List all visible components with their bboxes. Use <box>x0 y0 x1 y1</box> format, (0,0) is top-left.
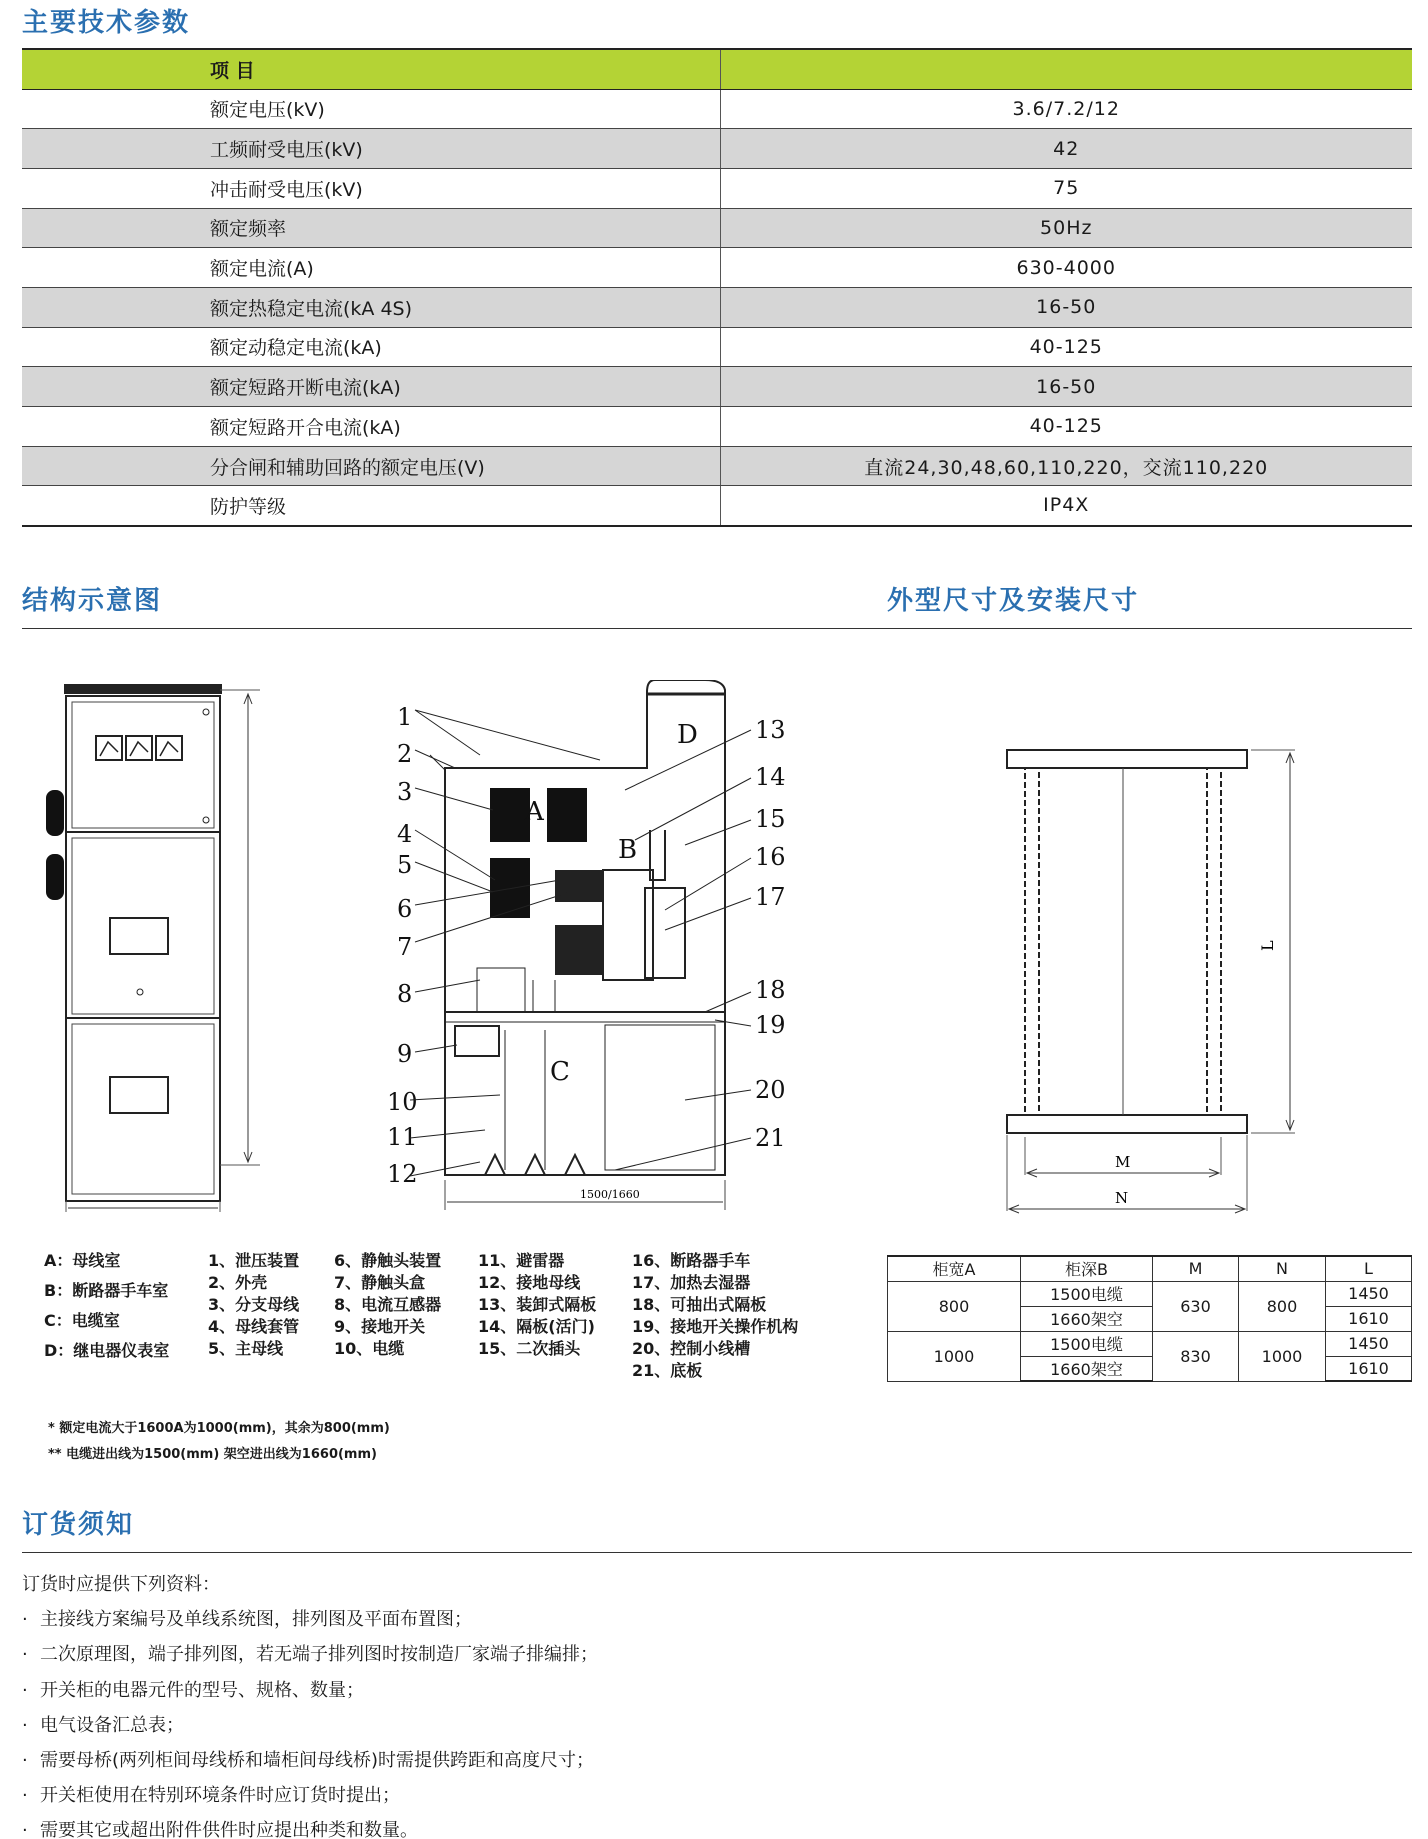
callout-3: 3 <box>397 778 413 806</box>
callout-15: 15 <box>755 805 786 833</box>
callout-9: 9 <box>397 1040 413 1068</box>
spec-table-header-value <box>720 49 1412 89</box>
dim-n-label: N <box>1115 1189 1129 1207</box>
legend-item: B：断路器手车室 <box>44 1281 169 1300</box>
depth-dimension-label: 1500/1660 <box>580 1188 640 1201</box>
dim-l: 1450 <box>1326 1331 1412 1356</box>
legend-item: 13、装卸式隔板 <box>478 1295 597 1314</box>
spec-label: 额定电流(A) <box>22 248 720 288</box>
dimensions-section-title: 外型尺寸及安装尺寸 <box>887 586 1140 616</box>
dim-header: 柜深B <box>1021 1256 1153 1281</box>
list-item-text: 二次原理图，端子排列图，若无端子排列图时按制造厂家端子排编排； <box>40 1644 598 1666</box>
list-item: · 开关柜的电器元件的型号、规格、数量； <box>22 1679 364 1701</box>
spec-label: 额定热稳定电流(kA 4S) <box>22 287 720 327</box>
list-item-text: 开关柜的电器元件的型号、规格、数量； <box>40 1679 364 1701</box>
legend-item: 6、静触头装置 <box>334 1251 442 1270</box>
callout-2: 2 <box>397 740 413 768</box>
spec-label: 分合闸和辅助回路的额定电压(V) <box>22 446 720 486</box>
dim-header: M <box>1153 1256 1239 1281</box>
legend-item: 2、外壳 <box>208 1273 268 1292</box>
callout-5: 5 <box>397 851 413 879</box>
dim-width: 800 <box>888 1281 1021 1331</box>
spec-label: 额定动稳定电流(kA) <box>22 327 720 367</box>
spec-value: 42 <box>720 129 1412 169</box>
table-row <box>22 287 1412 327</box>
legend-col-2 <box>334 1250 441 1360</box>
spec-table-header: 项 目 <box>22 49 720 89</box>
spec-value: IP4X <box>720 486 1412 526</box>
order-intro: 订货时应提供下列资料： <box>22 1574 220 1595</box>
callout-17: 17 <box>755 883 786 911</box>
dim-header: L <box>1326 1256 1412 1281</box>
dim-table-header-row <box>888 1256 1412 1281</box>
table-row <box>22 327 1412 367</box>
legend-item: 18、可抽出式隔板 <box>632 1295 767 1314</box>
spec-label: 防护等级 <box>22 486 720 526</box>
dim-l: 1450 <box>1326 1281 1412 1306</box>
table-row <box>22 129 1412 169</box>
structure-section-title: 结构示意图 <box>22 586 163 616</box>
callout-16: 16 <box>755 843 786 871</box>
list-item-text: 需要母桥(两列柜间母线桥和墙柜间母线桥)时需提供跨距和高度尺寸； <box>40 1750 595 1772</box>
dimension-table <box>887 1255 1412 1382</box>
legend-item: 21、底板 <box>632 1361 703 1380</box>
legend-compartments <box>44 1250 169 1362</box>
legend-col-1 <box>208 1250 299 1360</box>
list-item-text: 需要其它或超出附件供件时应提出种类和数量。 <box>40 1820 418 1839</box>
compartment-c-label: C <box>550 1057 570 1087</box>
legend-item: 4、母线套管 <box>208 1317 300 1336</box>
compartment-a-label: A <box>525 797 544 827</box>
dim-m: 830 <box>1153 1331 1239 1381</box>
legend-item: 11、避雷器 <box>478 1251 565 1270</box>
callout-21: 21 <box>755 1124 786 1152</box>
cabinet-front-view <box>40 680 270 1215</box>
callout-8: 8 <box>397 980 413 1008</box>
legend-item: 8、电流互感器 <box>334 1295 442 1314</box>
legend-col-4 <box>632 1250 798 1382</box>
legend-item: 20、控制小线槽 <box>632 1339 751 1358</box>
table-row <box>22 208 1412 248</box>
legend-item: 15、二次插头 <box>478 1339 581 1358</box>
dim-n: 800 <box>1239 1281 1326 1331</box>
dimension-diagram <box>995 735 1305 1225</box>
dim-l: 1610 <box>1326 1306 1412 1331</box>
legend-item: 3、分支母线 <box>208 1295 300 1314</box>
spec-label: 工频耐受电压(kV) <box>22 129 720 169</box>
spec-value: 40-125 <box>720 407 1412 447</box>
list-item: · 需要其它或超出附件供件时应提出种类和数量。 <box>22 1813 598 1839</box>
callout-6: 6 <box>397 895 413 923</box>
legend-col-3 <box>478 1250 596 1360</box>
legend-item: 9、接地开关 <box>334 1317 426 1336</box>
spec-value: 75 <box>720 168 1412 208</box>
spec-label: 额定短路开断电流(kA) <box>22 367 720 407</box>
table-row <box>22 248 1412 288</box>
spec-value: 40-125 <box>720 327 1412 367</box>
spec-value: 16-50 <box>720 287 1412 327</box>
spec-value: 直流24,30,48,60,110,220，交流110,220 <box>720 446 1412 486</box>
order-section-title: 订货须知 <box>22 1510 135 1540</box>
dim-l: 1610 <box>1326 1356 1412 1381</box>
list-item: · 需要母桥(两列柜间母线桥和墙柜间母线桥)时需提供跨距和高度尺寸； <box>22 1750 595 1772</box>
dim-width: 1000 <box>888 1331 1021 1381</box>
table-row <box>888 1331 1412 1356</box>
legend-item: 19、接地开关操作机构 <box>632 1317 799 1336</box>
spec-value: 3.6/7.2/12 <box>720 89 1412 129</box>
list-item: · 二次原理图，端子排列图，若无端子排列图时按制造厂家端子排编排； <box>22 1644 598 1666</box>
callout-4: 4 <box>397 820 413 848</box>
dim-depth: 1500电缆 <box>1021 1281 1153 1306</box>
legend-item: 17、加热去湿器 <box>632 1273 751 1292</box>
callout-1: 1 <box>397 703 413 731</box>
table-row <box>888 1281 1412 1306</box>
dim-header: 柜宽A <box>888 1256 1021 1281</box>
spec-value: 16-50 <box>720 367 1412 407</box>
list-item-text: 电气设备汇总表； <box>40 1714 184 1736</box>
spec-table-header-row <box>22 49 1412 89</box>
list-item-text: 主接线方案编号及单线系统图，排列图及平面布置图； <box>40 1609 472 1631</box>
table-row <box>22 168 1412 208</box>
callout-19: 19 <box>755 1011 786 1039</box>
legend-item: 10、电缆 <box>334 1339 405 1358</box>
section-divider <box>22 1552 1412 1553</box>
compartment-b-label: B <box>618 835 638 865</box>
legend-item: C：电缆室 <box>44 1311 120 1330</box>
list-item: · 电气设备汇总表； <box>22 1714 184 1736</box>
legend-item: D：继电器仪表室 <box>44 1341 170 1360</box>
legend-item: A：母线室 <box>44 1251 121 1270</box>
spec-value: 630-4000 <box>720 248 1412 288</box>
spec-value: 50Hz <box>720 208 1412 248</box>
callout-20: 20 <box>755 1076 786 1104</box>
table-row <box>22 367 1412 407</box>
footnote-1: * 额定电流大于1600A为1000(mm)，其余为800(mm) <box>48 1421 390 1436</box>
list-item-text: 开关柜使用在特别环境条件时应订货时提出； <box>40 1785 400 1807</box>
legend-item: 14、隔板(活门) <box>478 1317 595 1336</box>
footnote-2: ** 电缆进出线为1500(mm) 架空进出线为1660(mm) <box>48 1447 377 1462</box>
callout-12: 12 <box>387 1160 418 1188</box>
dim-depth: 1500电缆 <box>1021 1331 1153 1356</box>
callout-10: 10 <box>387 1088 418 1116</box>
dim-l-label: L <box>1258 940 1277 951</box>
legend-item: 12、接地母线 <box>478 1273 581 1292</box>
callout-13: 13 <box>755 716 786 744</box>
dim-depth: 1660架空 <box>1021 1306 1153 1331</box>
section-divider <box>22 628 1412 629</box>
legend-item: 7、静触头盒 <box>334 1273 426 1292</box>
table-row <box>22 89 1412 129</box>
dim-m-label: M <box>1115 1153 1131 1171</box>
table-row <box>22 446 1412 486</box>
legend-item: 5、主母线 <box>208 1339 284 1358</box>
compartment-d-label: D <box>677 720 698 750</box>
callout-18: 18 <box>755 976 786 1004</box>
spec-table <box>22 48 1412 527</box>
table-row <box>22 486 1412 526</box>
callout-7: 7 <box>397 933 413 961</box>
list-item: · 开关柜使用在特别环境条件时应订货时提出； <box>22 1785 400 1807</box>
dim-depth: 1660架空 <box>1021 1356 1153 1381</box>
callout-14: 14 <box>755 763 786 791</box>
list-item: · 主接线方案编号及单线系统图，排列图及平面布置图； <box>22 1609 472 1631</box>
spec-label: 冲击耐受电压(kV) <box>22 168 720 208</box>
table-row <box>22 407 1412 447</box>
specs-section-title: 主要技术参数 <box>22 8 191 38</box>
order-list <box>22 1567 598 1839</box>
dim-m: 630 <box>1153 1281 1239 1331</box>
structure-diagram <box>385 680 815 1215</box>
legend-item: 1、泄压装置 <box>208 1251 300 1270</box>
dim-header: N <box>1239 1256 1326 1281</box>
spec-label: 额定电压(kV) <box>22 89 720 129</box>
callout-11: 11 <box>387 1123 418 1151</box>
spec-label: 额定频率 <box>22 208 720 248</box>
spec-label: 额定短路开合电流(kA) <box>22 407 720 447</box>
dim-n: 1000 <box>1239 1331 1326 1381</box>
legend-item: 16、断路器手车 <box>632 1251 751 1270</box>
